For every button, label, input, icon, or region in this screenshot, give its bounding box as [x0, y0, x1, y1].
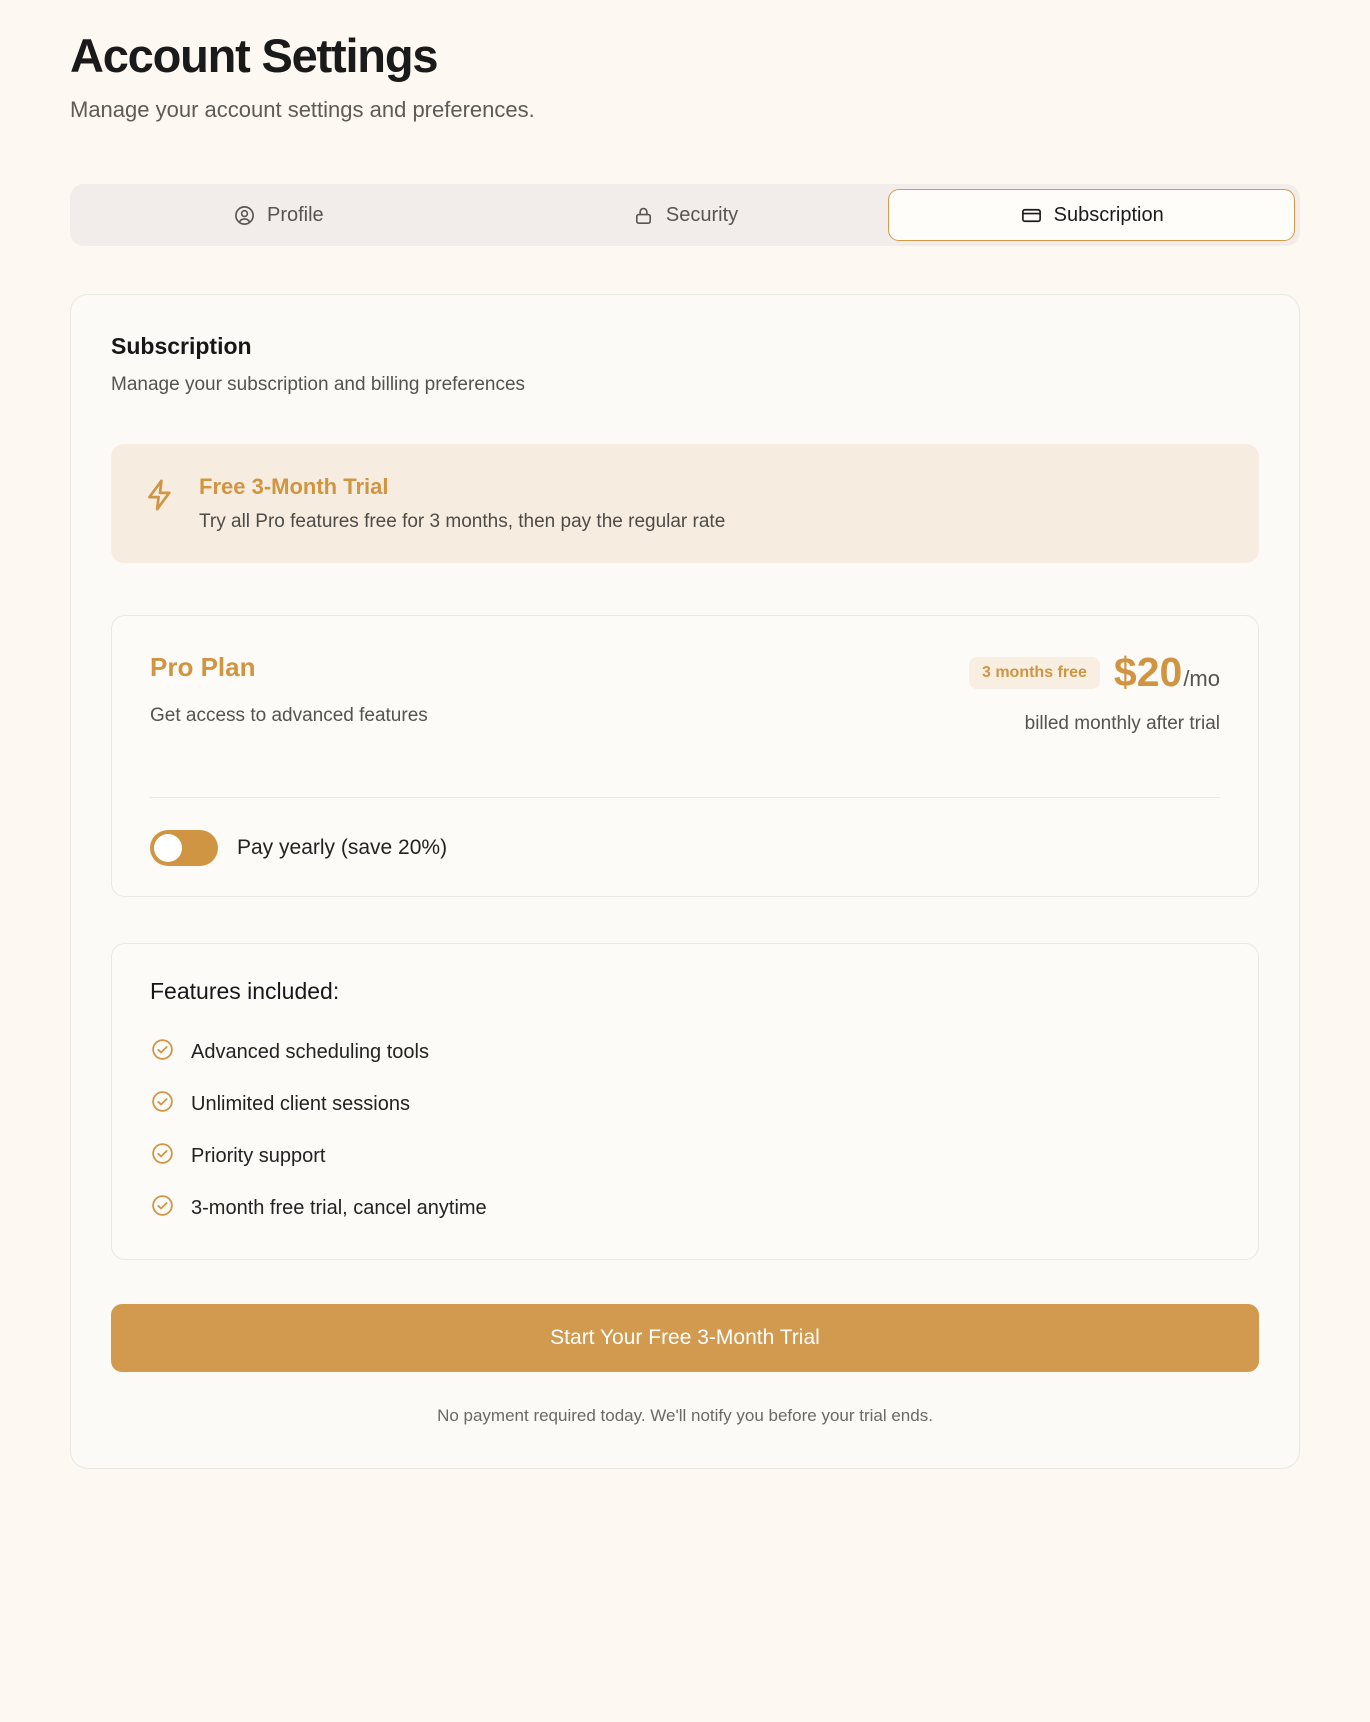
list-item: [150, 1037, 1220, 1067]
features-box: [111, 943, 1259, 1260]
feature-label: Advanced scheduling tools: [191, 1040, 429, 1063]
tab-profile[interactable]: [75, 189, 482, 241]
tab-subscription-label: Subscription: [1053, 203, 1164, 226]
trial-banner: [111, 444, 1259, 563]
check-circle-icon: [150, 1089, 175, 1119]
card-title: Subscription: [111, 333, 252, 360]
pay-yearly-toggle[interactable]: [150, 830, 218, 866]
billing-note: billed monthly after trial: [1024, 713, 1220, 735]
check-circle-icon: [150, 1193, 175, 1223]
payment-note: No payment required today. We'll notify you before your trial ends.: [437, 1406, 933, 1426]
page-title: Account Settings: [70, 29, 438, 82]
card-subtitle: Manage your subscription and billing preferences: [111, 374, 526, 396]
start-trial-button[interactable]: Start Your Free 3-Month Trial: [111, 1304, 1259, 1372]
subscription-card: [70, 294, 1300, 1469]
settings-tabs: [70, 184, 1300, 246]
pay-yearly-label: Pay yearly (save 20%): [237, 836, 448, 860]
yearly-toggle-row: [150, 830, 1220, 866]
plan-price: $20: [1113, 649, 1183, 696]
trial-banner-title: Free 3-Month Trial: [199, 474, 389, 500]
list-item: [150, 1193, 1220, 1223]
lock-icon: [632, 204, 655, 227]
plan-name: Pro Plan: [150, 652, 256, 683]
list-item: [150, 1089, 1220, 1119]
feature-label: 3-month free trial, cancel anytime: [191, 1196, 487, 1219]
divider: [150, 797, 1220, 798]
check-circle-icon: [150, 1141, 175, 1171]
toggle-knob: [154, 834, 182, 862]
page-subtitle: Manage your account settings and preferences.: [70, 96, 535, 122]
tab-subscription[interactable]: [888, 189, 1295, 241]
user-circle-icon: [233, 204, 256, 227]
status-badge: 3 months free: [969, 657, 1100, 689]
bolt-icon: [143, 478, 177, 517]
list-item: [150, 1141, 1220, 1171]
plan-description: Get access to advanced features: [150, 705, 428, 727]
plan-box: [111, 615, 1259, 897]
features-title: Features included:: [150, 978, 340, 1005]
feature-label: Priority support: [191, 1144, 326, 1167]
tab-security[interactable]: [482, 189, 889, 241]
check-circle-icon: [150, 1037, 175, 1067]
tab-security-label: Security: [665, 203, 739, 226]
feature-label: Unlimited client sessions: [191, 1092, 410, 1115]
plan-price-unit: /mo: [1183, 666, 1220, 692]
tab-profile-label: Profile: [266, 203, 324, 226]
credit-card-icon: [1020, 204, 1043, 227]
trial-banner-description: Try all Pro features free for 3 months, then pay the regular rate: [199, 511, 726, 533]
